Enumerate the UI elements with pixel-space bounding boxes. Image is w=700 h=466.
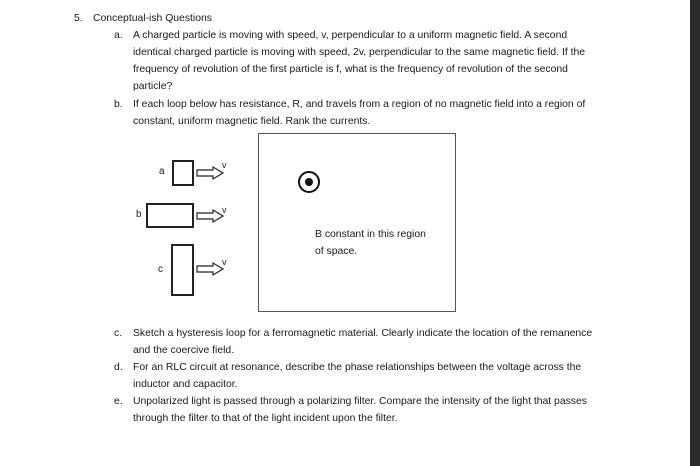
part-e-line-1: Unpolarized light is passed through a polarizing filter. Compare the intensity of the light that passes bbox=[133, 396, 587, 407]
field-text-line-1: B constant in this region bbox=[315, 229, 426, 240]
loop-a-velocity-label: v bbox=[222, 160, 227, 170]
part-d-line-2: inductor and capacitor. bbox=[133, 379, 238, 390]
part-b-line-1: If each loop below has resistance, R, and travels from a region of no magnetic field into a region of bbox=[133, 99, 586, 110]
loop-c-velocity-label: v bbox=[222, 257, 227, 267]
part-e-marker: e. bbox=[114, 396, 123, 407]
part-b-line-2: constant, uniform magnetic field. Rank the currents. bbox=[133, 116, 371, 127]
loop-a bbox=[172, 160, 194, 186]
part-c-marker: c. bbox=[114, 328, 123, 339]
loop-a-label: a bbox=[159, 166, 165, 177]
loop-b-label: b bbox=[136, 209, 142, 220]
field-text-line-2: of space. bbox=[315, 246, 358, 257]
loop-c bbox=[171, 244, 194, 296]
magnetic-field-region bbox=[258, 133, 456, 312]
part-a-line-1: A charged particle is moving with speed, v, perpendicular to a uniform magnetic field. A second bbox=[133, 30, 568, 41]
loop-b bbox=[146, 203, 194, 228]
part-c-line-1: Sketch a hysteresis loop for a ferromagnetic material. Clearly indicate the location of the remanence bbox=[133, 328, 593, 339]
part-e-line-2: through the filter to that of the light incident upon the filter. bbox=[133, 413, 398, 424]
loop-b-velocity-label: v bbox=[222, 205, 227, 215]
part-a-line-3: frequency of revolution of the first particle is f, what is the frequency of revolution of the second bbox=[133, 64, 568, 75]
part-a-line-2: identical charged particle is moving with speed, 2v, perpendicular to the same magnetic field. If the bbox=[133, 47, 586, 58]
part-b-marker: b. bbox=[114, 99, 123, 110]
part-d-marker: d. bbox=[114, 362, 123, 373]
question-title: Conceptual-ish Questions bbox=[93, 13, 212, 24]
loop-c-label: c bbox=[158, 264, 163, 275]
part-a-line-4: particle? bbox=[133, 81, 173, 92]
part-d-line-1: For an RLC circuit at resonance, describe the phase relationships between the voltage across the bbox=[133, 362, 582, 373]
field-out-of-page-icon bbox=[298, 171, 320, 193]
question-number: 5. bbox=[74, 13, 83, 24]
part-c-line-2: and the coercive field. bbox=[133, 345, 235, 356]
field-description bbox=[315, 226, 426, 260]
part-a-marker: a. bbox=[114, 30, 123, 41]
